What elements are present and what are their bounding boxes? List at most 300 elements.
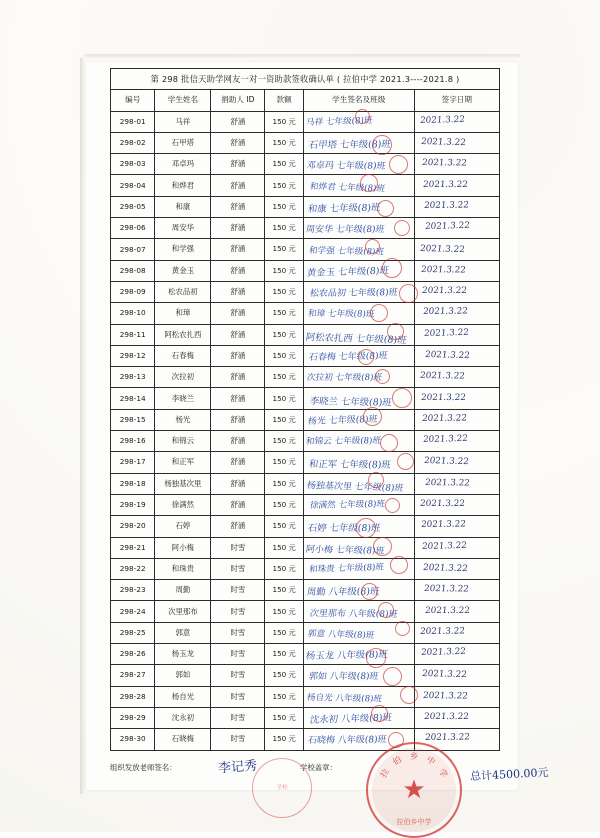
student-name: 和锦云 xyxy=(155,431,211,452)
signature-date-cell xyxy=(414,303,499,324)
handwritten-signature: 石春梅 七年级(8)班 xyxy=(308,351,388,364)
row-number: 298-19 xyxy=(111,494,155,515)
amount-value: 150 元 xyxy=(272,159,296,169)
signature-date-cell xyxy=(414,516,499,537)
donor-id: 时雪 xyxy=(211,580,265,601)
student-signature-cell xyxy=(303,558,414,579)
row-number: 298-06 xyxy=(111,218,155,239)
table-row xyxy=(111,132,500,153)
amount-cell xyxy=(265,494,303,515)
amount-value: 150 元 xyxy=(272,265,296,275)
row-number: 298-24 xyxy=(111,601,155,622)
seal-star-icon: ★ xyxy=(402,775,426,805)
student-signature-cell xyxy=(303,409,414,430)
handwritten-date: 2021.3.22 xyxy=(420,137,467,149)
student-name: 次里那布 xyxy=(155,601,211,622)
donor-id: 舒涵 xyxy=(211,175,265,196)
handwritten-signature: 沈永初 八年级(8)班 xyxy=(309,712,393,727)
signature-date-cell xyxy=(414,281,499,302)
row-number: 298-27 xyxy=(111,665,155,686)
column-header-5: 签字日期 xyxy=(414,90,499,111)
row-number: 298-02 xyxy=(111,132,155,153)
row-number: 298-08 xyxy=(111,260,155,281)
seal-arc-char: 伯 xyxy=(390,754,404,767)
student-name: 和学强 xyxy=(155,239,211,260)
amount-value: 150 元 xyxy=(272,563,296,573)
student-signature-cell xyxy=(303,622,414,643)
amount-cell xyxy=(265,644,303,665)
amount-value: 150 元 xyxy=(272,116,296,126)
handwritten-signature: 李晓兰 七年级(8)班 xyxy=(309,395,393,409)
handwritten-signature: 阿小梅 七年级(8)班 xyxy=(305,544,386,557)
row-number: 298-18 xyxy=(111,473,155,494)
table-row xyxy=(111,516,500,537)
table-row xyxy=(111,345,500,366)
amount-cell xyxy=(265,473,303,494)
signature-date-cell xyxy=(414,132,499,153)
amount-value: 150 元 xyxy=(272,585,296,595)
student-signature-cell xyxy=(303,196,414,217)
student-signature-cell xyxy=(303,452,414,473)
row-number: 298-21 xyxy=(111,537,155,558)
handwritten-signature: 杨自光 八年级(8)班 xyxy=(306,692,383,705)
handwritten-date: 2021.3.22 xyxy=(422,690,469,702)
student-signature-cell xyxy=(303,324,414,345)
student-name: 马祥 xyxy=(155,111,211,132)
signature-date-cell xyxy=(414,580,499,601)
handwritten-signature: 和正军 七年级(8)班 xyxy=(308,459,392,472)
row-number: 298-03 xyxy=(111,154,155,175)
handwritten-signature: 石晓梅 八年级(8)班 xyxy=(307,735,388,747)
donor-id: 舒涵 xyxy=(211,324,265,345)
amount-value: 150 元 xyxy=(272,223,296,233)
student-name: 杨光 xyxy=(155,409,211,430)
handwritten-signature: 松农品初 七年级(8)班 xyxy=(309,288,399,300)
student-signature-cell xyxy=(303,665,414,686)
seal-arc-char: 拉 xyxy=(378,766,391,780)
signature-date-cell xyxy=(414,388,499,409)
column-header-0: 编号 xyxy=(111,90,155,111)
donor-id: 舒涵 xyxy=(211,494,265,515)
table-row xyxy=(111,494,500,515)
donor-id: 时雪 xyxy=(211,537,265,558)
student-name: 松农品初 xyxy=(155,281,211,302)
amount-value: 150 元 xyxy=(272,180,296,190)
amount-value: 150 元 xyxy=(272,670,296,680)
student-signature-cell xyxy=(303,239,414,260)
table-row xyxy=(111,303,500,324)
amount-cell xyxy=(265,686,303,707)
signature-date-cell xyxy=(414,473,499,494)
donor-id: 舒涵 xyxy=(211,409,265,430)
donor-id: 时雪 xyxy=(211,686,265,707)
donor-id: 时雪 xyxy=(211,601,265,622)
student-name: 石甲塔 xyxy=(155,132,211,153)
amount-value: 150 元 xyxy=(272,691,296,701)
student-signature-cell xyxy=(303,580,414,601)
signature-date-cell xyxy=(414,452,499,473)
table-row xyxy=(111,707,500,728)
amount-value: 150 元 xyxy=(272,457,296,467)
donor-id: 舒涵 xyxy=(211,154,265,175)
amount-cell xyxy=(265,707,303,728)
signature-date-cell xyxy=(414,175,499,196)
table-row xyxy=(111,239,500,260)
student-name: 周勤 xyxy=(155,580,211,601)
amount-cell xyxy=(265,729,303,750)
row-number: 298-15 xyxy=(111,409,155,430)
student-signature-cell xyxy=(303,537,414,558)
student-name: 阿松农扎西 xyxy=(155,324,211,345)
amount-cell xyxy=(265,558,303,579)
student-signature-cell xyxy=(303,303,414,324)
signature-receipt-table xyxy=(110,68,500,751)
row-number: 298-13 xyxy=(111,367,155,388)
handwritten-signature: 次里那布 八年级(8)班 xyxy=(309,608,399,620)
row-number: 298-11 xyxy=(111,324,155,345)
row-number: 298-14 xyxy=(111,388,155,409)
signature-date-cell xyxy=(414,260,499,281)
amount-value: 150 元 xyxy=(272,734,296,744)
table-row xyxy=(111,452,500,473)
signature-date-cell xyxy=(414,601,499,622)
amount-cell xyxy=(265,154,303,175)
handwritten-signature: 石婷 七年级(8)班 xyxy=(307,523,382,535)
handwritten-date: 2021.3.22 xyxy=(421,413,468,424)
table-row xyxy=(111,622,500,643)
donor-id: 舒涵 xyxy=(211,303,265,324)
amount-cell xyxy=(265,665,303,686)
handwritten-signature: 和康 七年级(8)班 xyxy=(307,202,381,215)
student-name: 李晓兰 xyxy=(155,388,211,409)
student-name: 沈永初 xyxy=(155,707,211,728)
student-name: 和璋 xyxy=(155,303,211,324)
donor-id: 舒涵 xyxy=(211,452,265,473)
handwritten-signature: 马祥 七年级(8)班 xyxy=(305,115,373,128)
handwritten-signature: 黄金玉 七年级(8)班 xyxy=(306,265,390,279)
amount-value: 150 元 xyxy=(272,350,296,360)
handwritten-signature: 邓卓玛 七年级(8)班 xyxy=(306,161,387,173)
donor-id: 时雪 xyxy=(211,558,265,579)
handwritten-date: 2021.3.22 xyxy=(419,499,466,510)
handwritten-date: 2021.3.22 xyxy=(419,371,466,382)
table-row xyxy=(111,196,500,217)
amount-cell xyxy=(265,537,303,558)
row-number: 298-28 xyxy=(111,686,155,707)
signature-date-cell xyxy=(414,154,499,175)
amount-cell xyxy=(265,452,303,473)
student-signature-cell xyxy=(303,686,414,707)
table-row xyxy=(111,388,500,409)
donor-id: 舒涵 xyxy=(211,345,265,366)
handwritten-signature: 石甲塔 七年级(8)班 xyxy=(308,139,392,152)
row-number: 298-04 xyxy=(111,175,155,196)
donor-id: 舒涵 xyxy=(211,260,265,281)
amount-cell xyxy=(265,324,303,345)
table-row xyxy=(111,729,500,750)
row-number: 298-10 xyxy=(111,303,155,324)
student-signature-cell xyxy=(303,431,414,452)
student-signature-cell xyxy=(303,707,414,728)
handwritten-signature: 周勤 八年级(8)班 xyxy=(306,586,380,599)
column-header-1: 学生姓名 xyxy=(155,90,211,111)
table-row xyxy=(111,154,500,175)
handwritten-date: 2021.3.22 xyxy=(419,114,466,126)
row-number: 298-29 xyxy=(111,707,155,728)
amount-value: 150 元 xyxy=(272,606,296,616)
handwritten-date: 2021.3.22 xyxy=(422,179,469,190)
total-amount-handwritten: 总计4500.00元 xyxy=(469,765,549,784)
row-number: 298-25 xyxy=(111,622,155,643)
donor-id: 时雪 xyxy=(211,707,265,728)
student-signature-cell xyxy=(303,388,414,409)
seal-bottom-text: 拉伯乡中学 xyxy=(396,818,432,826)
signature-date-cell xyxy=(414,558,499,579)
student-name: 徐满然 xyxy=(155,494,211,515)
signature-date-cell xyxy=(414,367,499,388)
table-row xyxy=(111,665,500,686)
table-row xyxy=(111,367,500,388)
handwritten-date: 2021.3.22 xyxy=(419,243,466,255)
row-number: 298-22 xyxy=(111,558,155,579)
row-number: 298-23 xyxy=(111,580,155,601)
table-row xyxy=(111,686,500,707)
handwritten-date: 2021.3.22 xyxy=(423,456,470,468)
handwritten-signature: 阿松农扎西 七年级(8)班 xyxy=(304,331,408,346)
amount-cell xyxy=(265,388,303,409)
handwritten-date: 2021.3.22 xyxy=(420,519,467,531)
handwritten-signature: 杨光 七年级(8)班 xyxy=(307,414,378,427)
secondary-stamp-text: 学校 xyxy=(276,785,288,791)
handwritten-date: 2021.3.22 xyxy=(420,647,467,659)
student-name: 郭如 xyxy=(155,665,211,686)
amount-value: 150 元 xyxy=(272,478,296,488)
row-number: 298-30 xyxy=(111,729,155,750)
handwritten-date: 2021.3.22 xyxy=(423,712,470,723)
student-signature-cell xyxy=(303,473,414,494)
handwritten-date: 2021.3.22 xyxy=(424,477,471,489)
handwritten-signature: 和烨君 七年级(8)班 xyxy=(309,181,386,194)
student-signature-cell xyxy=(303,132,414,153)
row-number: 298-20 xyxy=(111,516,155,537)
donor-id: 时雪 xyxy=(211,665,265,686)
amount-cell xyxy=(265,601,303,622)
table-header-row xyxy=(111,90,500,111)
signature-date-cell xyxy=(414,409,499,430)
handwritten-date: 2021.3.22 xyxy=(423,327,470,339)
handwritten-date: 2021.3.22 xyxy=(424,605,471,616)
student-signature-cell xyxy=(303,175,414,196)
amount-value: 150 元 xyxy=(272,244,296,254)
amount-cell xyxy=(265,260,303,281)
handwritten-date: 2021.3.22 xyxy=(420,264,467,276)
amount-value: 150 元 xyxy=(272,542,296,552)
table-row xyxy=(111,473,500,494)
table-row xyxy=(111,260,500,281)
column-header-2: 捐助人 ID xyxy=(211,90,265,111)
student-name: 阿小梅 xyxy=(155,537,211,558)
table-row xyxy=(111,601,500,622)
donor-id: 舒涵 xyxy=(211,516,265,537)
amount-value: 150 元 xyxy=(272,329,296,339)
organizer-signature-label: 组织发放老师签名： xyxy=(110,763,177,772)
handwritten-date: 2021.3.22 xyxy=(423,584,470,595)
amount-value: 150 元 xyxy=(272,393,296,403)
handwritten-signature: 和珠贵 七年级(8)班 xyxy=(308,562,385,575)
amount-cell xyxy=(265,622,303,643)
table-row xyxy=(111,431,500,452)
handwritten-date: 2021.3.22 xyxy=(421,158,468,169)
amount-cell xyxy=(265,239,303,260)
table-row xyxy=(111,558,500,579)
signature-date-cell xyxy=(414,431,499,452)
student-name: 石婷 xyxy=(155,516,211,537)
signature-date-cell xyxy=(414,537,499,558)
donor-id: 时雪 xyxy=(211,729,265,750)
handwritten-signature: 杨独基次里 七年级(8)班 xyxy=(306,480,405,494)
student-name: 和烨君 xyxy=(155,175,211,196)
handwritten-date: 2021.3.22 xyxy=(424,221,471,233)
organizer-handwritten-signature: 李记秀 xyxy=(217,758,258,777)
signature-date-cell xyxy=(414,218,499,239)
student-signature-cell xyxy=(303,154,414,175)
signature-date-cell xyxy=(414,494,499,515)
donor-id: 舒涵 xyxy=(211,218,265,239)
handwritten-date: 2021.3.22 xyxy=(422,562,469,575)
student-signature-cell xyxy=(303,218,414,239)
student-signature-cell xyxy=(303,644,414,665)
signature-date-cell xyxy=(414,665,499,686)
signature-date-cell xyxy=(414,622,499,643)
amount-cell xyxy=(265,367,303,388)
amount-value: 150 元 xyxy=(272,712,296,722)
student-signature-cell xyxy=(303,367,414,388)
donor-id: 舒涵 xyxy=(211,239,265,260)
signature-date-cell xyxy=(414,324,499,345)
donor-id: 舒涵 xyxy=(211,132,265,153)
row-number: 298-07 xyxy=(111,239,155,260)
table-row xyxy=(111,324,500,345)
amount-value: 150 元 xyxy=(272,414,296,424)
handwritten-date: 2021.3.22 xyxy=(424,350,471,362)
signature-date-cell xyxy=(414,196,499,217)
donor-id: 舒涵 xyxy=(211,281,265,302)
table-row xyxy=(111,175,500,196)
student-name: 杨独基次里 xyxy=(155,473,211,494)
amount-cell xyxy=(265,409,303,430)
amount-value: 150 元 xyxy=(272,287,296,297)
row-number: 298-16 xyxy=(111,431,155,452)
amount-cell xyxy=(265,111,303,132)
table-row xyxy=(111,218,500,239)
amount-value: 150 元 xyxy=(272,372,296,382)
student-name: 邓卓玛 xyxy=(155,154,211,175)
handwritten-date: 2021.3.22 xyxy=(420,392,467,403)
amount-cell xyxy=(265,516,303,537)
handwritten-signature: 和学强 七年级(8)班 xyxy=(308,245,385,258)
row-number: 298-01 xyxy=(111,111,155,132)
student-name: 石晓梅 xyxy=(155,729,211,750)
school-seal-label: 学校盖章： xyxy=(300,763,337,772)
amount-cell xyxy=(265,580,303,601)
donor-id: 舒涵 xyxy=(211,111,265,132)
amount-cell xyxy=(265,175,303,196)
handwritten-date: 2021.3.22 xyxy=(421,669,468,681)
student-name: 次拉初 xyxy=(155,367,211,388)
amount-cell xyxy=(265,132,303,153)
handwritten-signature: 和锦云 七年级(8)班 xyxy=(305,436,382,448)
donor-id: 舒涵 xyxy=(211,473,265,494)
handwritten-signature: 郭如 八年级(8)班 xyxy=(308,672,380,683)
student-name: 石春梅 xyxy=(155,345,211,366)
amount-value: 150 元 xyxy=(272,500,296,510)
row-number: 298-09 xyxy=(111,281,155,302)
seal-arc-char: 中 xyxy=(424,754,438,767)
amount-value: 150 元 xyxy=(272,649,296,659)
donor-id: 舒涵 xyxy=(211,431,265,452)
handwritten-date: 2021.3.22 xyxy=(423,200,470,211)
seal-arc-char: 学 xyxy=(437,766,450,780)
table-row xyxy=(111,537,500,558)
student-name: 和正军 xyxy=(155,452,211,473)
handwritten-date: 2021.3.22 xyxy=(421,286,468,297)
row-number: 298-12 xyxy=(111,345,155,366)
amount-cell xyxy=(265,196,303,217)
signature-date-cell xyxy=(414,111,499,132)
amount-value: 150 元 xyxy=(272,521,296,531)
row-number: 298-05 xyxy=(111,196,155,217)
table-row xyxy=(111,644,500,665)
student-signature-cell xyxy=(303,111,414,132)
donor-id: 时雪 xyxy=(211,622,265,643)
amount-value: 150 元 xyxy=(272,201,296,211)
table-row xyxy=(111,281,500,302)
signature-date-cell xyxy=(414,239,499,260)
student-signature-cell xyxy=(303,516,414,537)
amount-value: 150 元 xyxy=(272,137,296,147)
donor-id: 舒涵 xyxy=(211,388,265,409)
handwritten-date: 2021.3.22 xyxy=(422,306,469,318)
handwritten-date: 2021.3.22 xyxy=(422,434,469,446)
handwritten-signature: 和璋 七年级(8)班 xyxy=(307,309,376,321)
amount-value: 150 元 xyxy=(272,436,296,446)
handwritten-signature: 杨玉龙 八年级(8)班 xyxy=(305,649,389,663)
handwritten-signature: 周安华 七年级(8)班 xyxy=(305,225,386,236)
handwritten-date: 2021.3.22 xyxy=(424,732,471,744)
amount-cell xyxy=(265,281,303,302)
paper-edge-left xyxy=(80,58,84,794)
handwritten-signature: 徐满然 七年级(8)班 xyxy=(309,499,386,512)
student-name: 杨自光 xyxy=(155,686,211,707)
student-signature-cell xyxy=(303,729,414,750)
student-signature-cell xyxy=(303,281,414,302)
student-name: 郭意 xyxy=(155,622,211,643)
column-header-4: 学生签名及班级 xyxy=(303,90,414,111)
student-name: 黄金玉 xyxy=(155,260,211,281)
student-name: 周安华 xyxy=(155,218,211,239)
donor-id: 时雪 xyxy=(211,644,265,665)
table-row xyxy=(111,580,500,601)
row-number: 298-26 xyxy=(111,644,155,665)
student-name: 和康 xyxy=(155,196,211,217)
handwritten-signature: 郭意 八年级(8)班 xyxy=(307,628,376,641)
amount-value: 150 元 xyxy=(272,627,296,637)
table-row xyxy=(111,409,500,430)
student-signature-cell xyxy=(303,494,414,515)
signature-date-cell xyxy=(414,345,499,366)
handwritten-date: 2021.3.22 xyxy=(419,626,466,637)
donor-id: 舒涵 xyxy=(211,196,265,217)
